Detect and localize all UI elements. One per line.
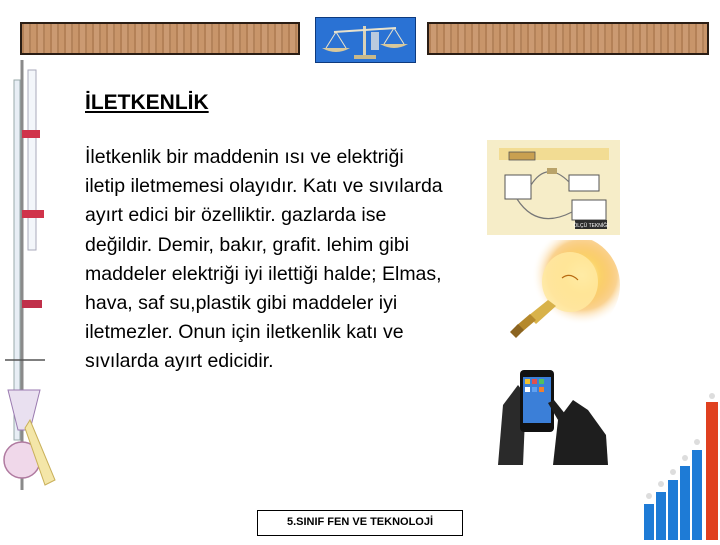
bar-chart-figures-icon xyxy=(638,392,720,540)
light-bulb-image xyxy=(490,240,620,350)
top-left-wood-bar xyxy=(20,22,300,55)
lab-glassware-icon xyxy=(0,60,60,530)
conductivity-circuit-image xyxy=(487,140,620,235)
touchscreen-phone-glove-image xyxy=(488,365,618,465)
balance-scale-icon xyxy=(315,17,416,63)
footer-course-label: 5.SINIF FEN VE TEKNOLOJİ xyxy=(257,510,463,536)
slide-title: İLETKENLİK xyxy=(85,91,209,114)
slide-body-text: İletkenlik bir maddenin ısı ve elektriği iletip iletmemesi olayıdır. Katı ve sıvılarda ayırt edici bir özelliktir. gazlarda ise değildir. Demir, bakır, grafit. lehim gibi maddeler elektriği iyi ilettiği halde; Elmas, hava, saf su,plastik gibi maddeler iyi iletmezler. Onun için iletkenlik katı ve sıvılarda ayırt edicidir. xyxy=(85,146,443,373)
top-right-wood-bar xyxy=(427,22,709,55)
circuit-label: ÖLÇÜ TEKNİĞİ xyxy=(573,223,609,229)
